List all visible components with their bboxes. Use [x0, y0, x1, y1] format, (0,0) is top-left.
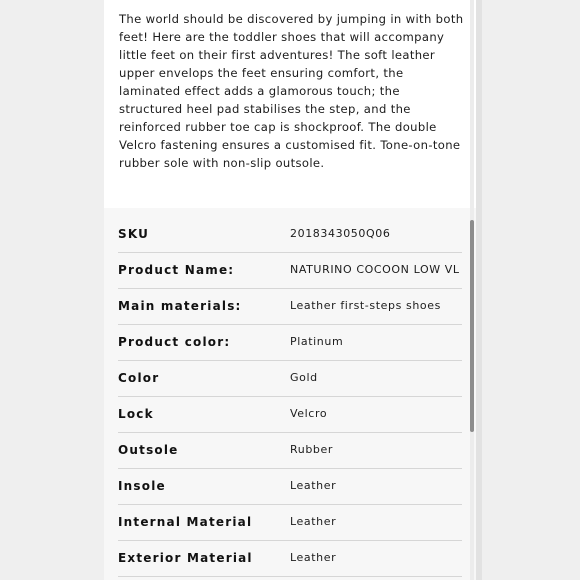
- spec-row-main-materials: [118, 289, 462, 325]
- spec-label: Lock: [118, 407, 154, 421]
- spec-row-exterior-material: [118, 541, 462, 577]
- spec-label: Insole: [118, 479, 166, 493]
- spec-label: Product Name:: [118, 263, 235, 277]
- spec-value: Leather: [290, 479, 337, 492]
- spec-label: Outsole: [118, 443, 179, 457]
- spec-value: Platinum: [290, 335, 344, 348]
- spec-value: Rubber: [290, 443, 333, 456]
- product-details-page: [104, 0, 476, 580]
- product-description: The world should be discovered by jumping in with both feet! Here are the toddler shoes that will accompany little feet on their first adventures! The soft leather upper envelops the feet ensuring comfort, the laminated effect adds a glamorous touch; the structured heel pad stabilises the step, and the reinforced rubber toe cap is shockproof. The double Velcro fastening ensures a customised fit. Tone-on-tone rubber sole with non-slip outsole.: [119, 12, 464, 170]
- spec-label: Exterior Material: [118, 551, 253, 565]
- spec-value: Velcro: [290, 407, 328, 420]
- spec-label: Internal Material: [118, 515, 253, 529]
- spec-value: Leather first-steps shoes: [290, 299, 441, 312]
- page-edge-shadow: [476, 0, 482, 580]
- spec-row-product-color: [118, 325, 462, 361]
- spec-row-product-name: [118, 253, 462, 289]
- spec-value: Gold: [290, 371, 318, 384]
- spec-value: 2018343050Q06: [290, 227, 391, 240]
- spec-value: Leather: [290, 551, 337, 564]
- spec-row-sku: [118, 217, 462, 253]
- spec-label: Main materials:: [118, 299, 242, 313]
- spec-label: Color: [118, 371, 160, 385]
- spec-row-internal-material: [118, 505, 462, 541]
- spec-row-color: [118, 361, 462, 397]
- spec-label: SKU: [118, 227, 150, 241]
- spec-row-insole: [118, 469, 462, 505]
- spec-row-outsole: [118, 433, 462, 469]
- specifications-table: [118, 217, 462, 577]
- specifications-panel: [104, 208, 476, 580]
- scrollbar-thumb[interactable]: [470, 220, 474, 432]
- spec-row-lock: [118, 397, 462, 433]
- spec-label: Product color:: [118, 335, 231, 349]
- spec-value: NATURINO COCOON LOW VL: [290, 263, 460, 276]
- spec-value: Leather: [290, 515, 337, 528]
